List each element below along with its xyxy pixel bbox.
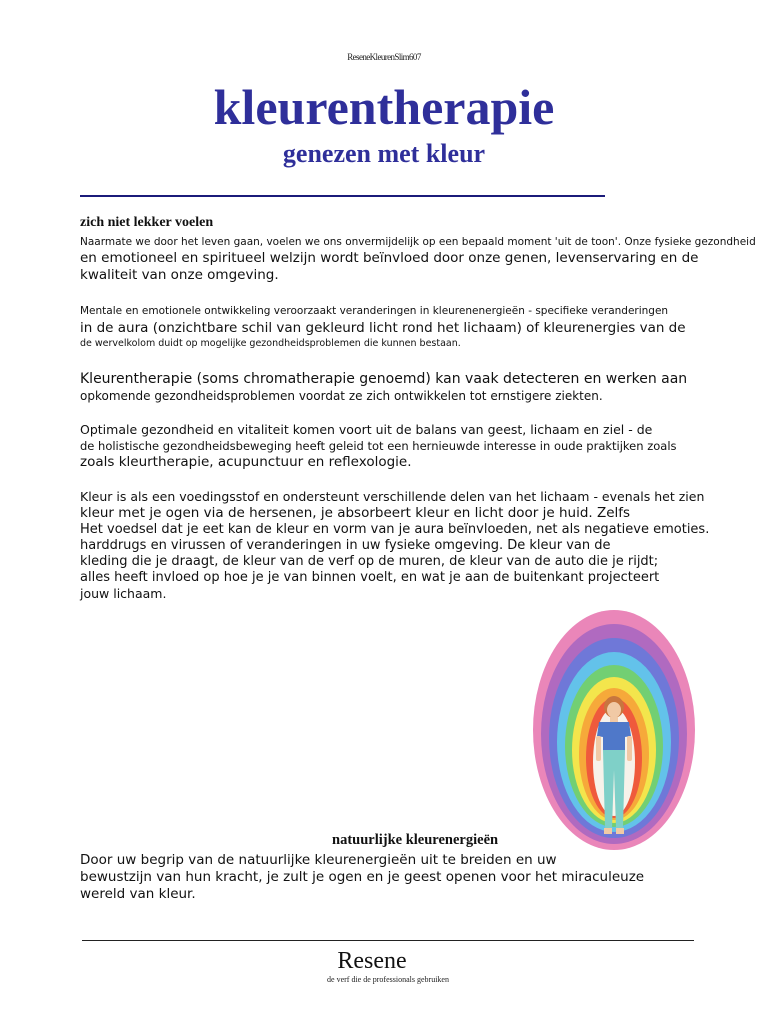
brand-tagline: de verf die de professionals gebruiken bbox=[327, 975, 449, 984]
text-line: kleding die je draagt, de kleur van de verf op de muren, de kleur van de auto die je rijdt; bbox=[80, 554, 659, 569]
paragraph-mental bbox=[80, 304, 720, 350]
text-line: en emotioneel en spiritueel welzijn wordt beïnvloed door onze genen, levenservaring en de bbox=[80, 250, 699, 266]
text-line: kleur met je ogen via de hersenen, je absorbeert kleur en licht door je huid. Zelfs bbox=[80, 505, 631, 521]
text-line: harddrugs en virussen of veranderingen in uw fysieke omgeving. De kleur van de bbox=[80, 538, 611, 553]
section-heading-natural-energies: natuurlijke kleurenergieën bbox=[332, 832, 499, 848]
text-line: Optimale gezondheid en vitaliteit komen voort uit de balans van geest, lichaam en ziel - de bbox=[80, 422, 653, 437]
text-line: kwaliteit van onze omgeving. bbox=[80, 267, 279, 283]
text-line: Mentale en emotionele ontwikkeling veroorzaakt veranderingen in kleurenenergieën - specifieke veranderingen bbox=[80, 305, 669, 317]
paragraph-holistic bbox=[80, 422, 720, 471]
page-title: kleurentherapie bbox=[213, 79, 555, 135]
text-line: de holistische gezondheidsbeweging heeft geleid tot een hernieuwde interesse in oude praktijken zoals bbox=[80, 439, 677, 453]
text-line: Het voedsel dat je eet kan de kleur en vorm van je aura beïnvloeden, net als negatieve emoties. bbox=[80, 522, 710, 537]
aura-illustration bbox=[533, 610, 695, 850]
text-line: Kleurentherapie (soms chromatherapie genoemd) kan vaak detecteren en werken aan bbox=[80, 371, 688, 387]
text-line: opkomende gezondheidsproblemen voordat ze zich ontwikkelen tot ernstigere ziekten. bbox=[80, 389, 603, 403]
text-line: zoals kleurtherapie, acupunctuur en reflexologie. bbox=[80, 454, 412, 470]
text-line: Door uw begrip van de natuurlijke kleurenergieën uit te breiden en uw bbox=[80, 852, 557, 868]
text-line: alles heeft invloed op hoe je je van binnen voelt, en wat je aan de buitenkant projecteert bbox=[80, 570, 660, 585]
text-line: Kleur is als een voedingsstof en ondersteunt verschillende delen van het lichaam - evenals het zien bbox=[80, 489, 705, 504]
text-line: jouw lichaam. bbox=[80, 586, 167, 601]
paragraph-intro bbox=[80, 235, 756, 284]
text-line: wereld van kleur. bbox=[80, 886, 196, 902]
footer-divider bbox=[82, 940, 694, 941]
paragraph-natural-energies bbox=[80, 852, 720, 903]
text-line: bewustzijn van hun kracht, je zult je ogen en je geest openen voor het miraculeuze bbox=[80, 869, 645, 885]
text-line: in de aura (onzichtbare schil van gekleurd licht rond het lichaam) of kleurenergies van de bbox=[80, 320, 686, 336]
document-id: ReseneKleurenSlim607 bbox=[347, 52, 421, 62]
paragraph-chromatherapy bbox=[80, 371, 720, 404]
brand-name: Resene bbox=[337, 948, 407, 974]
text-line: Naarmate we door het leven gaan, voelen we ons onvermijdelijk op een bepaald moment 'uit de toon'. Onze fysieke gezondheid bbox=[80, 236, 756, 248]
paragraph-nutrient bbox=[80, 489, 720, 602]
title-divider bbox=[80, 195, 605, 197]
section-heading-unwell: zich niet lekker voelen bbox=[80, 215, 214, 230]
page-subtitle: genezen met kleur bbox=[282, 139, 486, 168]
text-line: de wervelkolom duidt op mogelijke gezondheidsproblemen die kunnen bestaan. bbox=[80, 338, 461, 349]
